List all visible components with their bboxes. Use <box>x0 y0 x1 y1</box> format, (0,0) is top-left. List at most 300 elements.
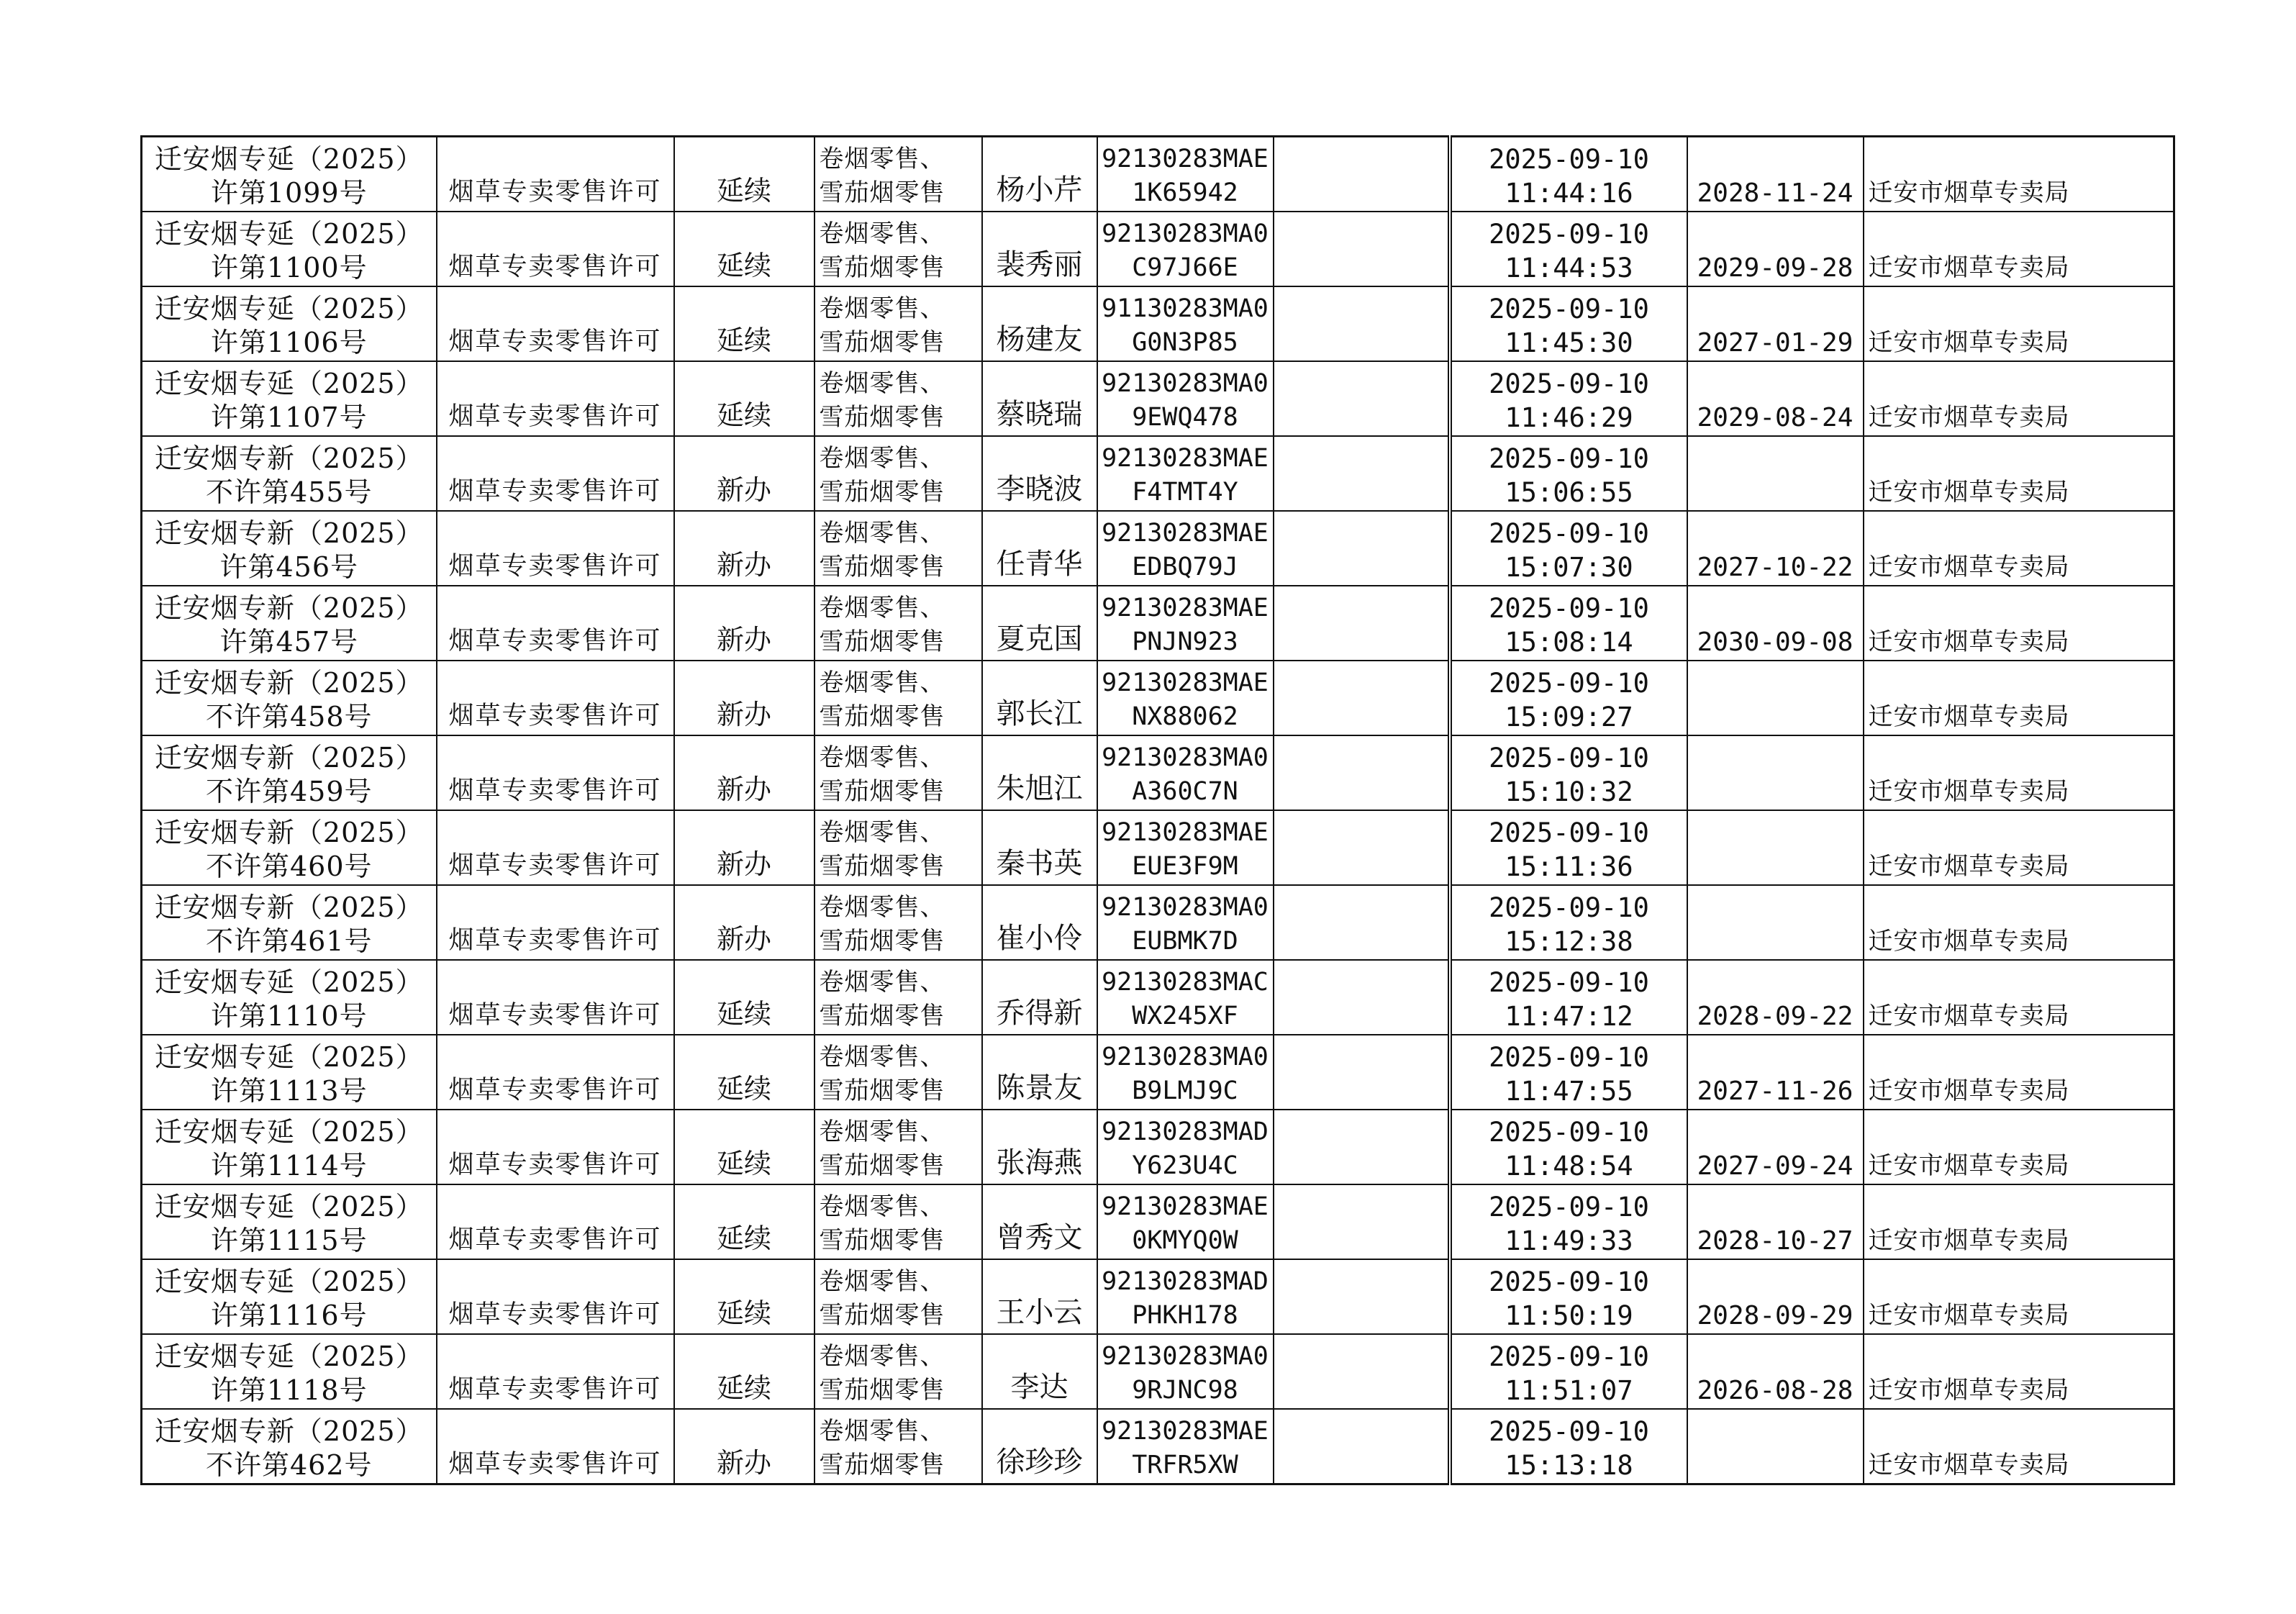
business-scope-line1: 卷烟零售、 <box>819 668 945 697</box>
business-scope-cell <box>815 511 982 586</box>
credit-code-line1: 92130283MAE <box>1102 145 1269 173</box>
license-type-cell: 延续 <box>674 960 815 1035</box>
expiry-date-cell: 2028-09-29 <box>1687 1259 1864 1334</box>
decision-date: 2025-09-10 <box>1489 1266 1649 1297</box>
table-row <box>142 661 2174 735</box>
license-number-prefix: 迁安烟专新（2025） <box>154 592 424 624</box>
business-scope-line1: 卷烟零售、 <box>819 968 945 997</box>
decision-time: 11:47:12 <box>1505 1001 1633 1032</box>
decision-date: 2025-09-10 <box>1489 1416 1649 1447</box>
business-scope-cell <box>815 1184 982 1259</box>
expiry-date-cell: 2027-11-26 <box>1687 1035 1864 1110</box>
table-row <box>142 586 2174 661</box>
authority-cell: 迁安市烟草专卖局 <box>1864 1259 2174 1334</box>
license-number-suffix: 不许第455号 <box>205 476 373 508</box>
expiry-date-cell <box>1687 436 1864 511</box>
license-name-cell: 烟草专卖零售许可 <box>437 137 674 212</box>
license-number-cell <box>142 1035 437 1110</box>
credit-code-cell <box>1097 286 1274 361</box>
credit-code-cell <box>1097 735 1274 810</box>
table-row <box>142 361 2174 436</box>
license-number-prefix: 迁安烟专新（2025） <box>154 817 424 848</box>
business-scope-line1: 卷烟零售、 <box>819 145 945 173</box>
license-number-prefix: 迁安烟专延（2025） <box>154 1116 424 1148</box>
person-name-cell: 乔得新 <box>982 960 1097 1035</box>
license-name-cell: 烟草专卖零售许可 <box>437 286 674 361</box>
business-scope-line2: 雪茄烟零售 <box>819 253 945 282</box>
license-type-cell: 新办 <box>674 1409 815 1484</box>
credit-code-cell <box>1097 960 1274 1035</box>
expiry-date-cell <box>1687 885 1864 960</box>
license-number-cell <box>142 286 437 361</box>
license-number-suffix: 许第1110号 <box>210 1000 368 1032</box>
credit-code-line1: 92130283MA0 <box>1102 369 1269 398</box>
business-scope-line1: 卷烟零售、 <box>819 519 945 548</box>
person-name-cell: 张海燕 <box>982 1110 1097 1184</box>
credit-code-line2: WX245XF <box>1132 1002 1238 1030</box>
credit-code-cell <box>1097 1184 1274 1259</box>
license-type-cell: 延续 <box>674 137 815 212</box>
license-number-cell <box>142 661 437 735</box>
business-scope-cell <box>815 810 982 885</box>
decision-time: 15:09:27 <box>1505 702 1633 733</box>
license-type-cell: 新办 <box>674 885 815 960</box>
person-name-cell: 李达 <box>982 1334 1097 1409</box>
decision-datetime-cell <box>1450 1334 1687 1409</box>
empty-cell <box>1274 1184 1450 1259</box>
authority-cell: 迁安市烟草专卖局 <box>1864 661 2174 735</box>
credit-code-line2: EUE3F9M <box>1132 852 1238 881</box>
license-type-cell: 新办 <box>674 735 815 810</box>
license-type-cell: 新办 <box>674 511 815 586</box>
expiry-date-cell <box>1687 810 1864 885</box>
license-number-suffix: 许第1118号 <box>210 1374 368 1406</box>
decision-datetime-cell <box>1450 1409 1687 1484</box>
decision-time: 11:49:33 <box>1505 1225 1633 1256</box>
license-name-cell: 烟草专卖零售许可 <box>437 1184 674 1259</box>
business-scope-cell <box>815 586 982 661</box>
license-number-suffix: 不许第460号 <box>205 851 373 882</box>
license-number-cell <box>142 1259 437 1334</box>
decision-datetime-cell <box>1450 137 1687 212</box>
credit-code-cell <box>1097 511 1274 586</box>
authority-cell: 迁安市烟草专卖局 <box>1864 885 2174 960</box>
decision-time: 15:12:38 <box>1505 926 1633 957</box>
credit-code-line1: 92130283MA0 <box>1102 743 1269 772</box>
license-type-cell: 延续 <box>674 1184 815 1259</box>
business-scope-cell <box>815 960 982 1035</box>
license-type-cell: 延续 <box>674 361 815 436</box>
license-number-cell <box>142 885 437 960</box>
expiry-date-cell <box>1687 735 1864 810</box>
credit-code-line2: Y623U4C <box>1132 1151 1238 1180</box>
person-name-cell: 王小云 <box>982 1259 1097 1334</box>
credit-code-line1: 92130283MAE <box>1102 1417 1269 1446</box>
license-number-suffix: 许第457号 <box>219 626 359 658</box>
license-number-prefix: 迁安烟专延（2025） <box>154 1341 424 1372</box>
business-scope-line1: 卷烟零售、 <box>819 219 945 248</box>
decision-datetime-cell <box>1450 810 1687 885</box>
business-scope-line1: 卷烟零售、 <box>819 743 945 772</box>
decision-date: 2025-09-10 <box>1489 368 1649 399</box>
decision-time: 11:44:16 <box>1505 178 1633 209</box>
license-number-suffix: 不许第461号 <box>205 925 373 957</box>
decision-date: 2025-09-10 <box>1489 743 1649 774</box>
credit-code-cell <box>1097 436 1274 511</box>
license-number-cell <box>142 810 437 885</box>
license-type-cell: 延续 <box>674 212 815 286</box>
credit-code-cell <box>1097 885 1274 960</box>
expiry-date-cell: 2029-09-28 <box>1687 212 1864 286</box>
person-name-cell: 李晓波 <box>982 436 1097 511</box>
license-name-cell: 烟草专卖零售许可 <box>437 511 674 586</box>
person-name-cell: 蔡晓瑞 <box>982 361 1097 436</box>
license-name-cell: 烟草专卖零售许可 <box>437 1334 674 1409</box>
decision-datetime-cell <box>1450 661 1687 735</box>
business-scope-line2: 雪茄烟零售 <box>819 852 945 881</box>
table-row <box>142 286 2174 361</box>
authority-cell: 迁安市烟草专卖局 <box>1864 960 2174 1035</box>
credit-code-line1: 92130283MAD <box>1102 1117 1269 1146</box>
credit-code-cell <box>1097 1409 1274 1484</box>
empty-cell <box>1274 361 1450 436</box>
license-number-cell <box>142 212 437 286</box>
credit-code-line2: PHKH178 <box>1132 1301 1238 1330</box>
business-scope-cell <box>815 735 982 810</box>
license-number-prefix: 迁安烟专延（2025） <box>154 293 424 325</box>
business-scope-line1: 卷烟零售、 <box>819 369 945 398</box>
license-name-cell: 烟草专卖零售许可 <box>437 436 674 511</box>
license-number-prefix: 迁安烟专延（2025） <box>154 966 424 998</box>
license-type-cell: 延续 <box>674 1035 815 1110</box>
authority-cell: 迁安市烟草专卖局 <box>1864 1334 2174 1409</box>
business-scope-cell <box>815 1409 982 1484</box>
license-number-suffix: 不许第459号 <box>205 776 373 807</box>
license-number-cell <box>142 137 437 212</box>
decision-date: 2025-09-10 <box>1489 144 1649 175</box>
license-number-cell <box>142 1110 437 1184</box>
credit-code-line2: PNJN923 <box>1132 627 1238 656</box>
credit-code-line2: C97J66E <box>1132 253 1238 282</box>
expiry-date-cell: 2026-08-28 <box>1687 1334 1864 1409</box>
empty-cell <box>1274 436 1450 511</box>
table-row <box>142 1184 2174 1259</box>
authority-cell: 迁安市烟草专卖局 <box>1864 586 2174 661</box>
credit-code-cell <box>1097 661 1274 735</box>
license-number-prefix: 迁安烟专延（2025） <box>154 218 424 250</box>
business-scope-line1: 卷烟零售、 <box>819 1192 945 1221</box>
person-name-cell: 任青华 <box>982 511 1097 586</box>
business-scope-line2: 雪茄烟零售 <box>819 1076 945 1105</box>
credit-code-line2: A360C7N <box>1132 777 1238 806</box>
decision-time: 15:08:14 <box>1505 627 1633 658</box>
decision-time: 11:45:30 <box>1505 327 1633 358</box>
credit-code-line1: 92130283MAE <box>1102 1192 1269 1221</box>
table-row <box>142 1259 2174 1334</box>
business-scope-line1: 卷烟零售、 <box>819 1417 945 1446</box>
credit-code-line2: F4TMT4Y <box>1132 478 1238 507</box>
business-scope-line2: 雪茄烟零售 <box>819 1002 945 1030</box>
decision-datetime-cell <box>1450 286 1687 361</box>
license-number-cell <box>142 1334 437 1409</box>
decision-date: 2025-09-10 <box>1489 443 1649 474</box>
credit-code-cell <box>1097 137 1274 212</box>
license-type-cell: 新办 <box>674 436 815 511</box>
license-number-suffix: 许第1114号 <box>210 1150 368 1182</box>
credit-code-line1: 92130283MA0 <box>1102 893 1269 922</box>
table-row <box>142 436 2174 511</box>
credit-code-line2: EDBQ79J <box>1132 553 1238 581</box>
table-row <box>142 212 2174 286</box>
decision-time: 11:46:29 <box>1505 402 1633 433</box>
license-type-cell: 延续 <box>674 1334 815 1409</box>
empty-cell <box>1274 960 1450 1035</box>
table-row <box>142 1334 2174 1409</box>
table-row <box>142 137 2174 212</box>
credit-code-line2: 0KMYQ0W <box>1132 1226 1238 1255</box>
expiry-date-cell <box>1687 1409 1864 1484</box>
business-scope-cell <box>815 1110 982 1184</box>
business-scope-line1: 卷烟零售、 <box>819 1043 945 1071</box>
empty-cell <box>1274 212 1450 286</box>
empty-cell <box>1274 1409 1450 1484</box>
empty-cell <box>1274 1035 1450 1110</box>
credit-code-cell <box>1097 1035 1274 1110</box>
credit-code-cell <box>1097 1259 1274 1334</box>
table-row <box>142 1409 2174 1484</box>
person-name-cell: 夏克国 <box>982 586 1097 661</box>
decision-date: 2025-09-10 <box>1489 817 1649 848</box>
authority-cell: 迁安市烟草专卖局 <box>1864 1035 2174 1110</box>
empty-cell <box>1274 1334 1450 1409</box>
license-number-cell <box>142 436 437 511</box>
credit-code-line2: NX88062 <box>1132 702 1238 731</box>
decision-time: 11:50:19 <box>1505 1300 1633 1331</box>
decision-datetime-cell <box>1450 1110 1687 1184</box>
decision-time: 15:06:55 <box>1505 477 1633 508</box>
decision-date: 2025-09-10 <box>1489 294 1649 325</box>
license-number-suffix: 许第1116号 <box>210 1300 368 1331</box>
business-scope-line2: 雪茄烟零售 <box>819 403 945 432</box>
decision-date: 2025-09-10 <box>1489 1042 1649 1073</box>
credit-code-cell <box>1097 810 1274 885</box>
authority-cell: 迁安市烟草专卖局 <box>1864 212 2174 286</box>
business-scope-cell <box>815 212 982 286</box>
empty-cell <box>1274 286 1450 361</box>
person-name-cell: 徐珍珍 <box>982 1409 1097 1484</box>
credit-code-cell <box>1097 361 1274 436</box>
expiry-date-cell: 2028-09-22 <box>1687 960 1864 1035</box>
decision-time: 11:44:53 <box>1505 253 1633 284</box>
person-name-cell: 崔小伶 <box>982 885 1097 960</box>
license-number-prefix: 迁安烟专新（2025） <box>154 1415 424 1447</box>
empty-cell <box>1274 735 1450 810</box>
business-scope-cell <box>815 286 982 361</box>
table-row <box>142 885 2174 960</box>
decision-date: 2025-09-10 <box>1489 892 1649 923</box>
decision-datetime-cell <box>1450 885 1687 960</box>
license-number-suffix: 许第1113号 <box>210 1075 368 1107</box>
authority-cell: 迁安市烟草专卖局 <box>1864 810 2174 885</box>
decision-time: 15:11:36 <box>1505 851 1633 882</box>
business-scope-cell <box>815 885 982 960</box>
business-scope-line2: 雪茄烟零售 <box>819 178 945 207</box>
license-number-cell <box>142 960 437 1035</box>
business-scope-line2: 雪茄烟零售 <box>819 777 945 806</box>
decision-time: 15:07:30 <box>1505 552 1633 583</box>
license-number-cell <box>142 586 437 661</box>
license-number-suffix: 不许第458号 <box>205 701 373 733</box>
license-name-cell: 烟草专卖零售许可 <box>437 361 674 436</box>
license-number-suffix: 不许第462号 <box>205 1449 373 1481</box>
credit-code-line1: 91130283MA0 <box>1102 294 1269 323</box>
expiry-date-cell <box>1687 661 1864 735</box>
person-name-cell: 秦书英 <box>982 810 1097 885</box>
credit-code-line1: 92130283MAD <box>1102 1267 1269 1296</box>
expiry-date-cell: 2028-11-24 <box>1687 137 1864 212</box>
credit-code-line2: 9RJNC98 <box>1132 1376 1238 1405</box>
empty-cell <box>1274 885 1450 960</box>
business-scope-line2: 雪茄烟零售 <box>819 1451 945 1479</box>
business-scope-line2: 雪茄烟零售 <box>819 702 945 731</box>
expiry-date-cell: 2028-10-27 <box>1687 1184 1864 1259</box>
business-scope-line2: 雪茄烟零售 <box>819 328 945 357</box>
authority-cell: 迁安市烟草专卖局 <box>1864 1409 2174 1484</box>
license-number-suffix: 许第1099号 <box>210 177 368 209</box>
business-scope-line2: 雪茄烟零售 <box>819 1301 945 1330</box>
license-number-suffix: 许第1100号 <box>210 252 368 284</box>
expiry-date-cell: 2027-09-24 <box>1687 1110 1864 1184</box>
business-scope-line1: 卷烟零售、 <box>819 294 945 323</box>
business-scope-cell <box>815 1334 982 1409</box>
license-number-prefix: 迁安烟专新（2025） <box>154 742 424 774</box>
license-name-cell: 烟草专卖零售许可 <box>437 661 674 735</box>
empty-cell <box>1274 586 1450 661</box>
authority-cell: 迁安市烟草专卖局 <box>1864 511 2174 586</box>
table-row <box>142 1035 2174 1110</box>
business-scope-line1: 卷烟零售、 <box>819 1342 945 1371</box>
expiry-date-cell: 2027-01-29 <box>1687 286 1864 361</box>
license-number-suffix: 许第1115号 <box>210 1225 368 1256</box>
business-scope-cell <box>815 1259 982 1334</box>
empty-cell <box>1274 137 1450 212</box>
decision-datetime-cell <box>1450 212 1687 286</box>
table-row <box>142 735 2174 810</box>
business-scope-line1: 卷烟零售、 <box>819 1117 945 1146</box>
authority-cell: 迁安市烟草专卖局 <box>1864 436 2174 511</box>
credit-code-line1: 92130283MA0 <box>1102 1043 1269 1071</box>
authority-cell: 迁安市烟草专卖局 <box>1864 137 2174 212</box>
license-number-prefix: 迁安烟专延（2025） <box>154 1041 424 1073</box>
person-name-cell: 杨小芹 <box>982 137 1097 212</box>
authority-cell: 迁安市烟草专卖局 <box>1864 1110 2174 1184</box>
business-scope-line2: 雪茄烟零售 <box>819 1226 945 1255</box>
business-scope-line2: 雪茄烟零售 <box>819 553 945 581</box>
credit-code-line2: B9LMJ9C <box>1132 1076 1238 1105</box>
decision-datetime-cell <box>1450 586 1687 661</box>
license-type-cell: 新办 <box>674 586 815 661</box>
table-row <box>142 810 2174 885</box>
decision-date: 2025-09-10 <box>1489 1341 1649 1372</box>
credit-code-line1: 92130283MAE <box>1102 519 1269 548</box>
credit-code-cell <box>1097 1334 1274 1409</box>
business-scope-cell <box>815 1035 982 1110</box>
decision-datetime-cell <box>1450 1184 1687 1259</box>
decision-datetime-cell <box>1450 511 1687 586</box>
license-name-cell: 烟草专卖零售许可 <box>437 1110 674 1184</box>
business-scope-cell <box>815 361 982 436</box>
business-scope-line1: 卷烟零售、 <box>819 444 945 473</box>
decision-date: 2025-09-10 <box>1489 518 1649 549</box>
credit-code-line2: 9EWQ478 <box>1132 403 1238 432</box>
license-number-cell <box>142 511 437 586</box>
business-scope-line1: 卷烟零售、 <box>819 594 945 622</box>
license-type-cell: 新办 <box>674 661 815 735</box>
decision-date: 2025-09-10 <box>1489 1192 1649 1223</box>
empty-cell <box>1274 1259 1450 1334</box>
authority-cell: 迁安市烟草专卖局 <box>1864 1184 2174 1259</box>
decision-time: 15:13:18 <box>1505 1450 1633 1481</box>
business-scope-line1: 卷烟零售、 <box>819 1267 945 1296</box>
person-name-cell: 陈景友 <box>982 1035 1097 1110</box>
decision-datetime-cell <box>1450 1259 1687 1334</box>
license-number-prefix: 迁安烟专新（2025） <box>154 892 424 923</box>
empty-cell <box>1274 1110 1450 1184</box>
license-number-cell <box>142 1409 437 1484</box>
license-number-cell <box>142 1184 437 1259</box>
license-name-cell: 烟草专卖零售许可 <box>437 1259 674 1334</box>
credit-code-line1: 92130283MAE <box>1102 818 1269 847</box>
credit-code-line1: 92130283MA0 <box>1102 1342 1269 1371</box>
decision-time: 11:47:55 <box>1505 1076 1633 1107</box>
person-name-cell: 郭长江 <box>982 661 1097 735</box>
license-number-prefix: 迁安烟专延（2025） <box>154 1191 424 1223</box>
license-type-cell: 延续 <box>674 1259 815 1334</box>
credit-code-line1: 92130283MAE <box>1102 444 1269 473</box>
license-number-suffix: 许第1107号 <box>210 402 368 433</box>
credit-code-cell <box>1097 586 1274 661</box>
expiry-date-cell: 2029-08-24 <box>1687 361 1864 436</box>
business-scope-line2: 雪茄烟零售 <box>819 927 945 956</box>
license-name-cell: 烟草专卖零售许可 <box>437 586 674 661</box>
business-scope-cell <box>815 661 982 735</box>
license-name-cell: 烟草专卖零售许可 <box>437 212 674 286</box>
person-name-cell: 杨建友 <box>982 286 1097 361</box>
license-name-cell: 烟草专卖零售许可 <box>437 1409 674 1484</box>
credit-code-line1: 92130283MAE <box>1102 668 1269 697</box>
decision-datetime-cell <box>1450 361 1687 436</box>
license-number-suffix: 许第456号 <box>219 551 359 583</box>
decision-datetime-cell <box>1450 735 1687 810</box>
license-number-prefix: 迁安烟专延（2025） <box>154 368 424 399</box>
license-type-cell: 新办 <box>674 810 815 885</box>
license-name-cell: 烟草专卖零售许可 <box>437 1035 674 1110</box>
decision-datetime-cell <box>1450 1035 1687 1110</box>
table-row <box>142 960 2174 1035</box>
table-row <box>142 511 2174 586</box>
business-scope-line1: 卷烟零售、 <box>819 818 945 847</box>
credit-code-line1: 92130283MAE <box>1102 594 1269 622</box>
authority-cell: 迁安市烟草专卖局 <box>1864 361 2174 436</box>
authority-cell: 迁安市烟草专卖局 <box>1864 735 2174 810</box>
credit-code-line2: G0N3P85 <box>1132 328 1238 357</box>
decision-date: 2025-09-10 <box>1489 967 1649 998</box>
credit-code-cell <box>1097 212 1274 286</box>
authority-cell: 迁安市烟草专卖局 <box>1864 286 2174 361</box>
business-scope-cell <box>815 137 982 212</box>
license-number-prefix: 迁安烟专新（2025） <box>154 443 424 474</box>
empty-cell <box>1274 511 1450 586</box>
